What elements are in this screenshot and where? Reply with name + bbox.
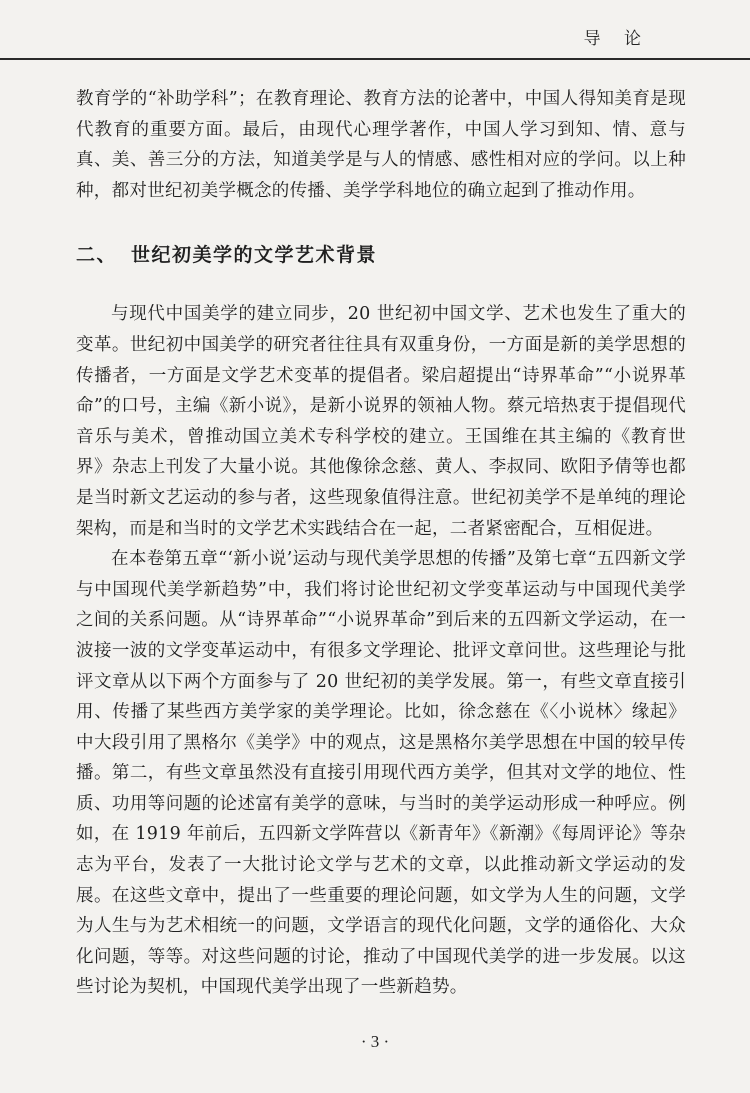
header-rule xyxy=(0,58,750,60)
paragraph-2: 与现代中国美学的建立同步，20 世纪初中国文学、艺术也发生了重大的变革。世纪初中国美学的研究者往往具有双重身份，一方面是新的美学思想的传播者，一方面是文学艺术变革的提倡者。梁启超提出“诗界革命”“小说界革命”的口号，主编《新小说》，是新小说界的领袖人物。蔡元培热衷于提倡现代音乐与美术，曾推动国立美术专科学校的建立。王国维在其主编的《教育世界》杂志上刊发了大量小说。其他像徐念慈、黄人、李叔同、欧阳予倩等也都是当时新文艺运动的参与者，这些现象值得注意。世纪初美学不是单纯的理论架构，而是和当时的文学艺术实践结合在一起，二者紧密配合，互相促进。 xyxy=(76,304,686,539)
section-heading xyxy=(76,240,686,267)
section-number: 二、 xyxy=(76,244,118,267)
section-title: 世纪初美学的文学艺术背景 xyxy=(131,244,378,267)
body-text xyxy=(76,84,686,1003)
running-title: 导 论 xyxy=(583,29,650,49)
page-number: · 3 · xyxy=(360,1032,390,1051)
paragraph-3: 在本卷第五章“‘新小说’运动与现代美学思想的传播”及第七章“五四新文学与中国现代美学新趋势”中，我们将讨论世纪初文学变革运动与中国现代美学之间的关系问题。从“诗界革命”“小说界革命”到后来的五四新文学运动，在一波接一波的文学变革运动中，有很多文学理论、批评文章问世。这些理论与批评文章从以下两个方面参与了 20 世纪初的美学发展。第一，有些文章直接引用、传播了某些西方美学家的美学理论。比如，徐念慈在《〈小说林〉缘起》中大段引用了黑格尔《美学》中的观点，这是黑格尔美学思想在中国的较早传播。第二，有些文章虽然没有直接引用现代西方美学，但其对文学的地位、性质、功用等问题的论述富有美学的意味，与当时的美学运动形成一种呼应。例如，在 1919 年前后，五四新文学阵营以《新青年》《新潮》《每周评论》等杂志为平台，发表了一大批讨论文学与艺术的文章，以此推动新文学运动的发展。在这些文章中，提出了一些重要的理论问题，如文学为人生的问题，文学为人生与为艺术相统一的问题，文学语言的现代化问题，文学的通俗化、大众化问题，等等。对这些问题的讨论，推动了中国现代美学的进一步发展。以这些讨论为契机，中国现代美学出现了一些新趋势。 xyxy=(76,549,686,998)
paragraph-1: 教育学的“补助学科”；在教育理论、教育方法的论著中，中国人得知美育是现代教育的重要方面。最后，由现代心理学著作，中国人学习到知、情、意与真、美、善三分的方法，知道美学是与人的情感、感性相对应的学问。以上种种，都对世纪初美学概念的传播、美学学科地位的确立起到了推动作用。 xyxy=(76,89,686,201)
